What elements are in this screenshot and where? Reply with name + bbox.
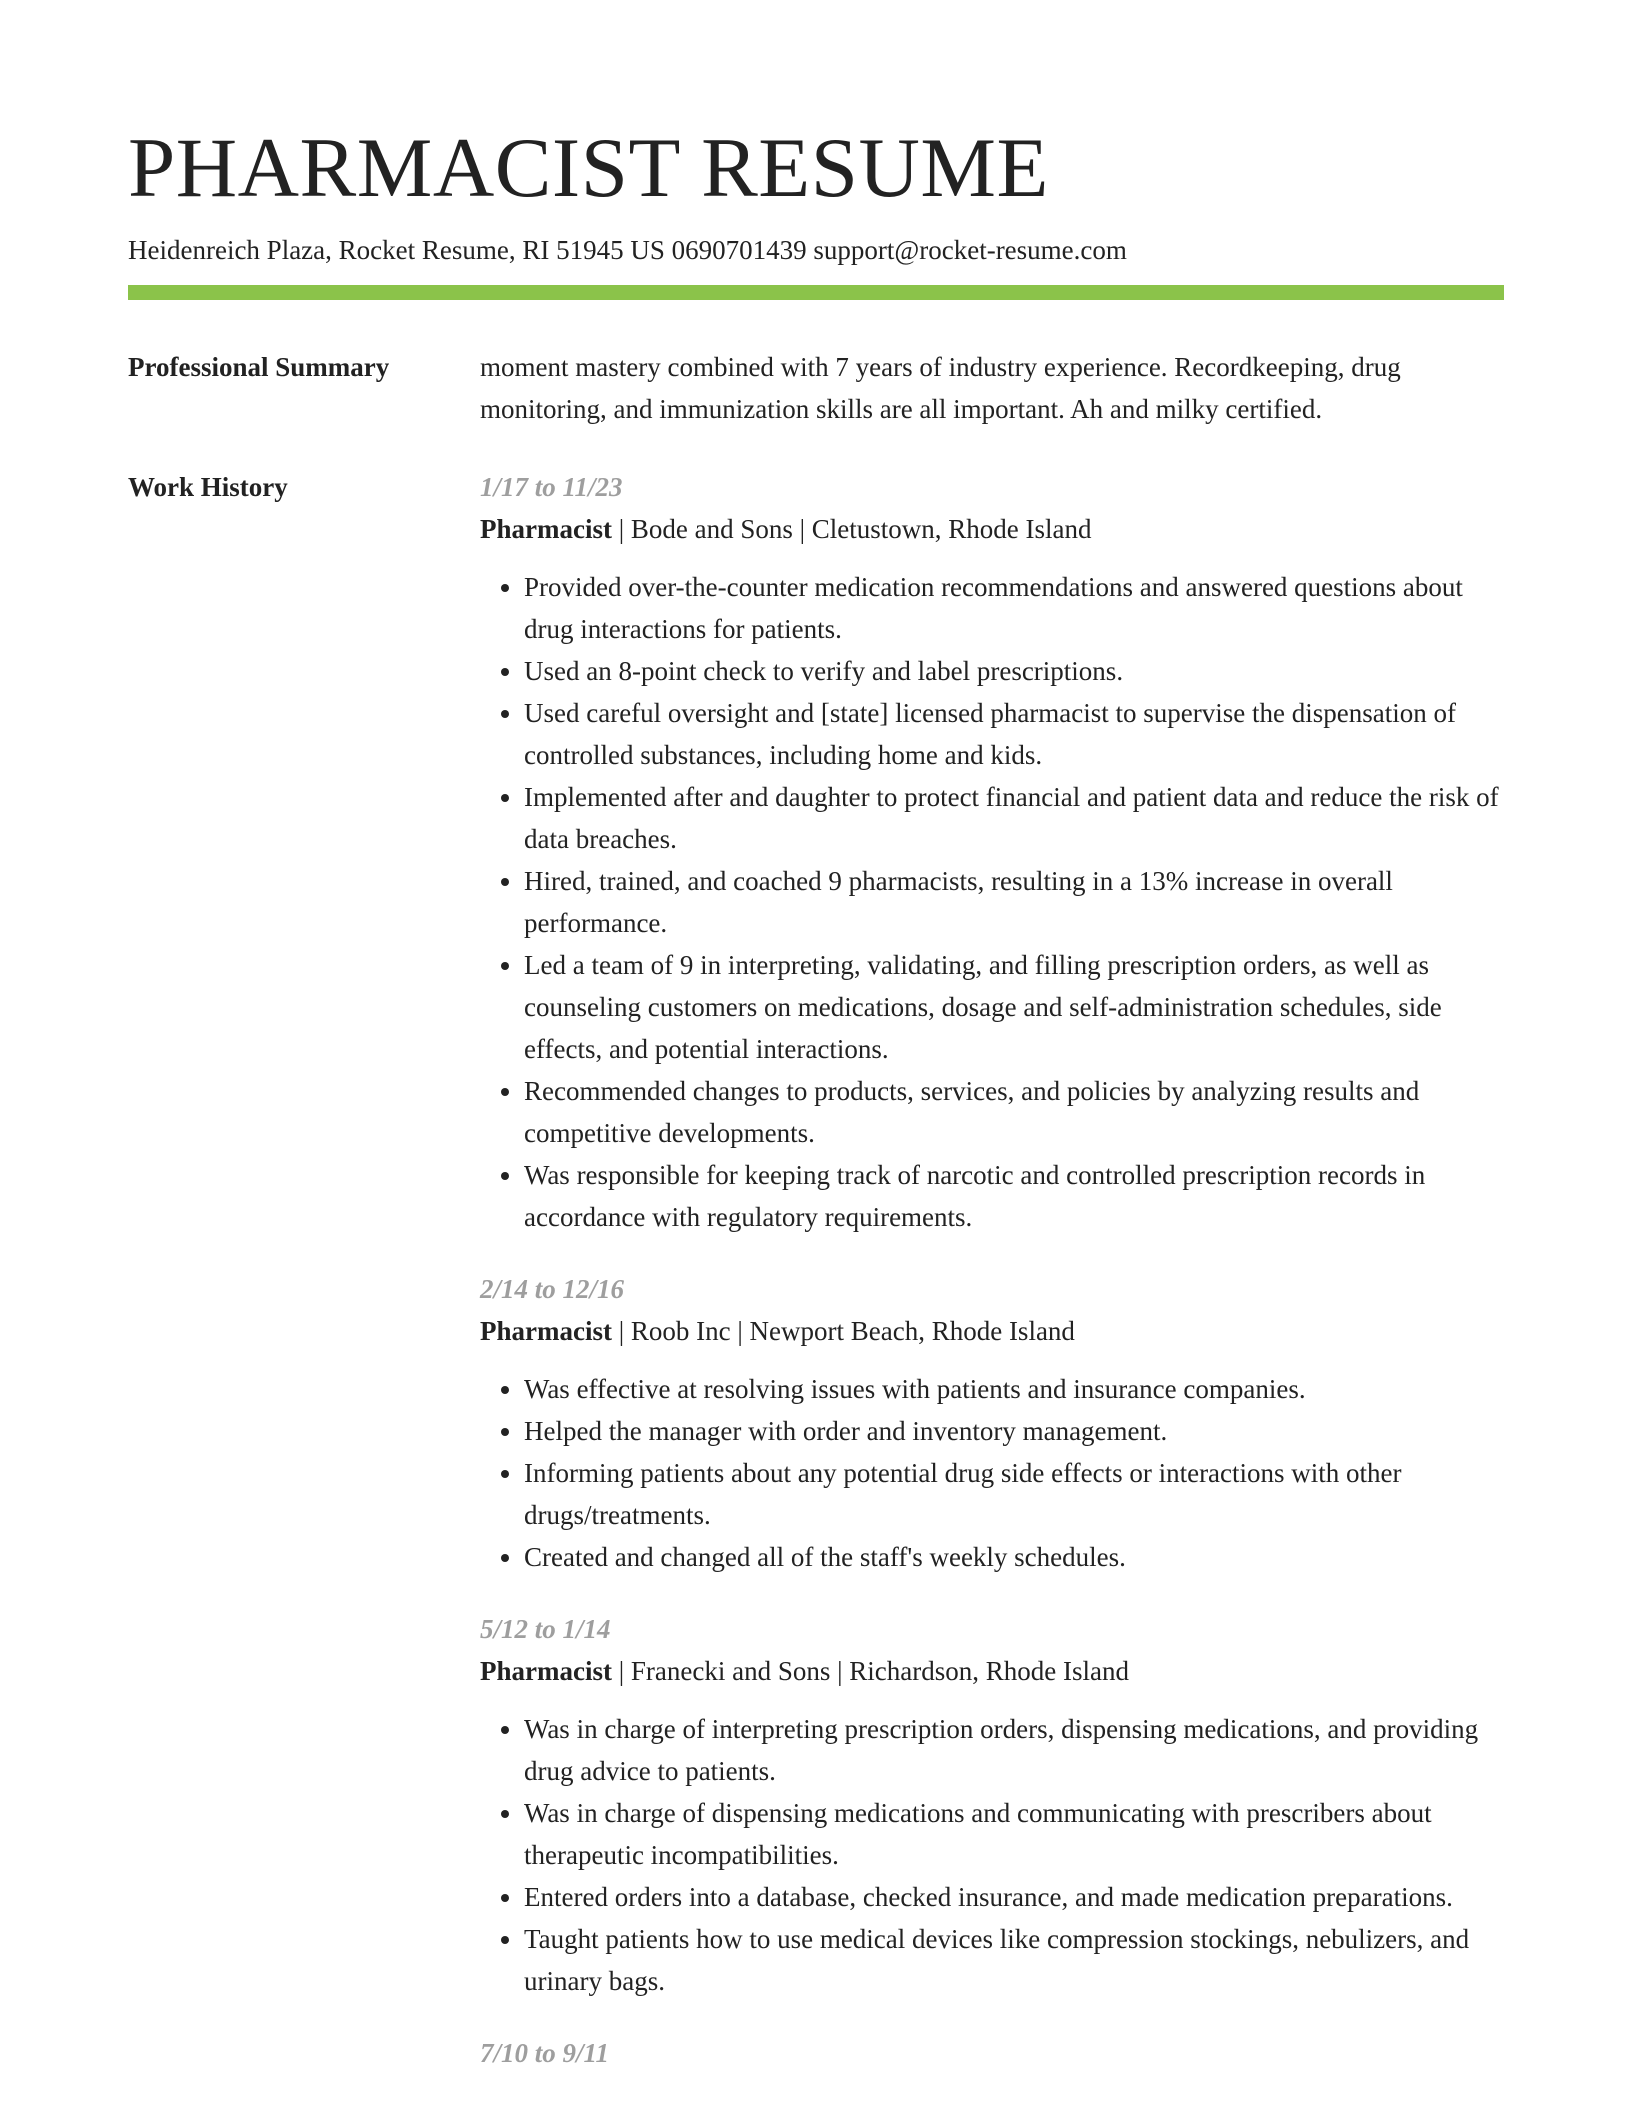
job-bullet-list bbox=[480, 1368, 1504, 1578]
summary-text: moment mastery combined with 7 years of industry experience. Recordkeeping, drug monitoring, and immunization skills are all important. Ah and milky certified. bbox=[480, 352, 1401, 424]
job-bullet: • Led a team of 9 in interpreting, validating, and filling prescription orders, as well as counseling customers on medications, dosage and self-administration schedules, side effects, and potential interactions. bbox=[524, 944, 1504, 1070]
job-headline bbox=[480, 1650, 1504, 1692]
job-entry bbox=[480, 1268, 1504, 1578]
job-bullet: • Was effective at resolving issues with patients and insurance companies. bbox=[524, 1368, 1504, 1410]
job-bullet: • Helped the manager with order and inventory management. bbox=[524, 1410, 1504, 1452]
job-bullet: • Provided over-the-counter medication recommendations and answered questions about drug interactions for patients. bbox=[524, 566, 1504, 650]
job-bullet-list bbox=[480, 1708, 1504, 2002]
job-dates: 5/12 to 1/14 bbox=[480, 1614, 611, 1644]
contact-line: Heidenreich Plaza, Rocket Resume, RI 51945 US 0690701439 support@rocket-resume.com bbox=[128, 235, 1127, 265]
resume-page bbox=[128, 0, 1504, 2104]
job-headline bbox=[480, 1310, 1504, 1352]
job-employer-location: | Roob Inc | Newport Beach, Rhode Island bbox=[611, 1316, 1075, 1346]
job-bullet: • Created and changed all of the staff's weekly schedules. bbox=[524, 1536, 1504, 1578]
job-bullet: • Informing patients about any potential drug side effects or interactions with other drugs/treatments. bbox=[524, 1452, 1504, 1536]
accent-divider bbox=[128, 285, 1504, 300]
summary-heading: Professional Summary bbox=[128, 352, 390, 382]
work-history-list bbox=[480, 466, 1504, 2104]
job-title: Pharmacist bbox=[480, 514, 612, 544]
job-bullet: • Entered orders into a database, checked insurance, and made medication preparations. bbox=[524, 1876, 1504, 1918]
work-history-section bbox=[128, 466, 1504, 2104]
job-bullet: • Was in charge of interpreting prescription orders, dispensing medications, and providing drug advice to patients. bbox=[524, 1708, 1504, 1792]
job-dates: 2/14 to 12/16 bbox=[480, 1274, 625, 1304]
job-headline bbox=[480, 508, 1504, 550]
job-dates: 1/17 to 11/23 bbox=[480, 472, 623, 502]
job-title: Pharmacist bbox=[480, 1316, 612, 1346]
job-employer-location: | Franecki and Sons | Richardson, Rhode Island bbox=[611, 1656, 1129, 1686]
job-title: Pharmacist bbox=[480, 1656, 612, 1686]
job-bullet-list bbox=[480, 566, 1504, 1238]
job-bullet: • Used an 8-point check to verify and label prescriptions. bbox=[524, 650, 1504, 692]
summary-section bbox=[128, 346, 1504, 430]
resume-title: PHARMACIST RESUME bbox=[128, 121, 1049, 215]
job-bullet: • Taught patients how to use medical devices like compression stockings, nebulizers, and urinary bags. bbox=[524, 1918, 1504, 2002]
work-history-heading: Work History bbox=[128, 472, 288, 502]
job-bullet: • Used careful oversight and [state] licensed pharmacist to supervise the dispensation of controlled substances, including home and kids. bbox=[524, 692, 1504, 776]
job-bullet: • Recommended changes to products, services, and policies by analyzing results and competitive developments. bbox=[524, 1070, 1504, 1154]
job-bullet: • Was in charge of dispensing medications and communicating with prescribers about therapeutic incompatibilities. bbox=[524, 1792, 1504, 1876]
job-employer-location: | Bode and Sons | Cletustown, Rhode Island bbox=[611, 514, 1092, 544]
job-bullet: • Implemented after and daughter to protect financial and patient data and reduce the risk of data breaches. bbox=[524, 776, 1504, 860]
job-entry bbox=[480, 2032, 1504, 2074]
job-bullet: • Hired, trained, and coached 9 pharmacists, resulting in a 13% increase in overall performance. bbox=[524, 860, 1504, 944]
job-entry bbox=[480, 1608, 1504, 2002]
job-entry bbox=[480, 466, 1504, 1238]
job-dates: 7/10 to 9/11 bbox=[480, 2038, 610, 2068]
job-bullet: • Was responsible for keeping track of narcotic and controlled prescription records in accordance with regulatory requirements. bbox=[524, 1154, 1504, 1238]
